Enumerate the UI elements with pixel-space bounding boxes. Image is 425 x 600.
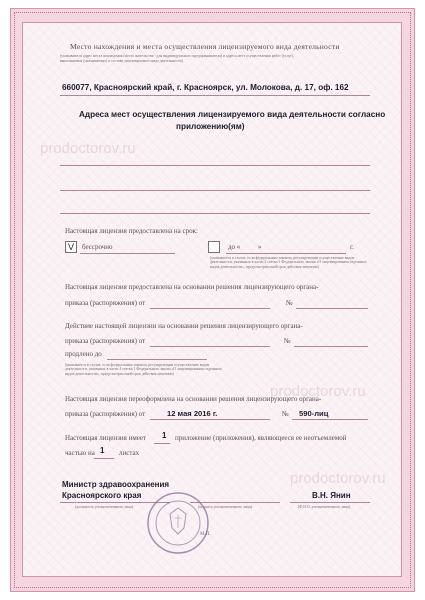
- caption-signature: (подпись уполномоченного лица): [198, 505, 252, 509]
- appendix-text: приложение (приложения), являющееся ее неотъемлемой: [175, 434, 347, 442]
- until-prefix: до «: [228, 243, 241, 251]
- watermark: prodoctorov.ru: [40, 140, 136, 157]
- watermark: prodoctorov.ru: [290, 470, 386, 487]
- address: 660077, Красноярский край, г. Красноярск, ул. Молокова, д. 17, оф. 162: [62, 83, 349, 92]
- decision3-line2: приказа (распоряжения) от: [65, 410, 146, 418]
- unlimited-label: бессрочно: [82, 243, 113, 251]
- order-number: 590-лиц: [299, 409, 329, 418]
- addresses-heading: Адреса мест осуществления лицензируемого вида деятельности согласно: [79, 110, 386, 119]
- decision1-line1: Настоящая лицензия предоставлена на основании решения лицензирующего органа-: [65, 283, 319, 291]
- appendix-text: листах: [119, 449, 140, 457]
- official-seal: [118, 488, 238, 558]
- stamp-label: М.П.: [200, 532, 211, 537]
- appendix-count: 1: [162, 431, 167, 440]
- until-checkbox: [208, 241, 220, 253]
- unlimited-checkbox: [65, 241, 77, 253]
- addresses-heading: приложению(ям): [176, 122, 245, 131]
- decision3-line1: Настоящая лицензия переоформлена на основании решения лицензирующего органа-: [65, 395, 322, 403]
- header-note: выполняемых (оказываемых) в составе лицензируемого вида деятельности): [60, 59, 183, 63]
- decision2-line1: Действие настоящей лицензии на основании решения лицензирующего органа-: [65, 322, 303, 330]
- term-note: (указывается в случае, если федеральным законом, регулирующим осуществление видов деятельности, указанных в части 4 статьи 1 Федерального закона «О лицензировании отдельных видов деятельности», предусмотрен иной срок действия лицензии): [210, 256, 367, 269]
- decision2-extended: продлено до: [65, 350, 102, 358]
- reissue-date: 12 мая 2016 г.: [167, 409, 218, 418]
- sheet-count: 1: [100, 446, 105, 455]
- header-title: Место нахождения и места осуществления лицензируемого вида деятельности: [70, 42, 340, 51]
- appendix-text: частью на: [65, 449, 95, 457]
- header-note: (указываются адрес места нахождения (место жительства - для индивидуального предпринимателя) и адреса мест осуществления работ (услуг),: [60, 54, 295, 58]
- signer-position: Министр здравоохранения: [62, 480, 170, 489]
- caption-name: (Ф.И.О. уполномоченного лица): [298, 505, 351, 509]
- decision1-no: №: [286, 299, 293, 307]
- check-mark: V: [68, 242, 75, 252]
- caption-position: (должность уполномоченного лица): [75, 505, 134, 509]
- decision2-note: (указывается в случае, если федеральным законом, регулирующим осуществление видов деятельности, указанных в части 4 статьи 1 Федерального закона «О лицензировании отдельных видов деятельности», предусмотрен иной срок действия лицензии): [65, 363, 222, 376]
- until-suffix: г.: [350, 243, 354, 251]
- until-mid: »: [258, 243, 262, 251]
- decision1-line2: приказа (распоряжения) от: [65, 299, 146, 307]
- watermark: prodoctorov.ru: [270, 383, 366, 400]
- decision3-no: №: [282, 410, 289, 418]
- signer-name: В.Н. Янин: [312, 491, 351, 500]
- decision2-no: №: [284, 337, 291, 345]
- signer-position: Красноярского края: [62, 491, 142, 500]
- decision2-line2: приказа (распоряжения) от: [65, 337, 146, 345]
- appendix-text: Настоящая лицензия имеет: [65, 434, 147, 442]
- term-label: Настоящая лицензия предоставлена на срок:: [65, 227, 198, 235]
